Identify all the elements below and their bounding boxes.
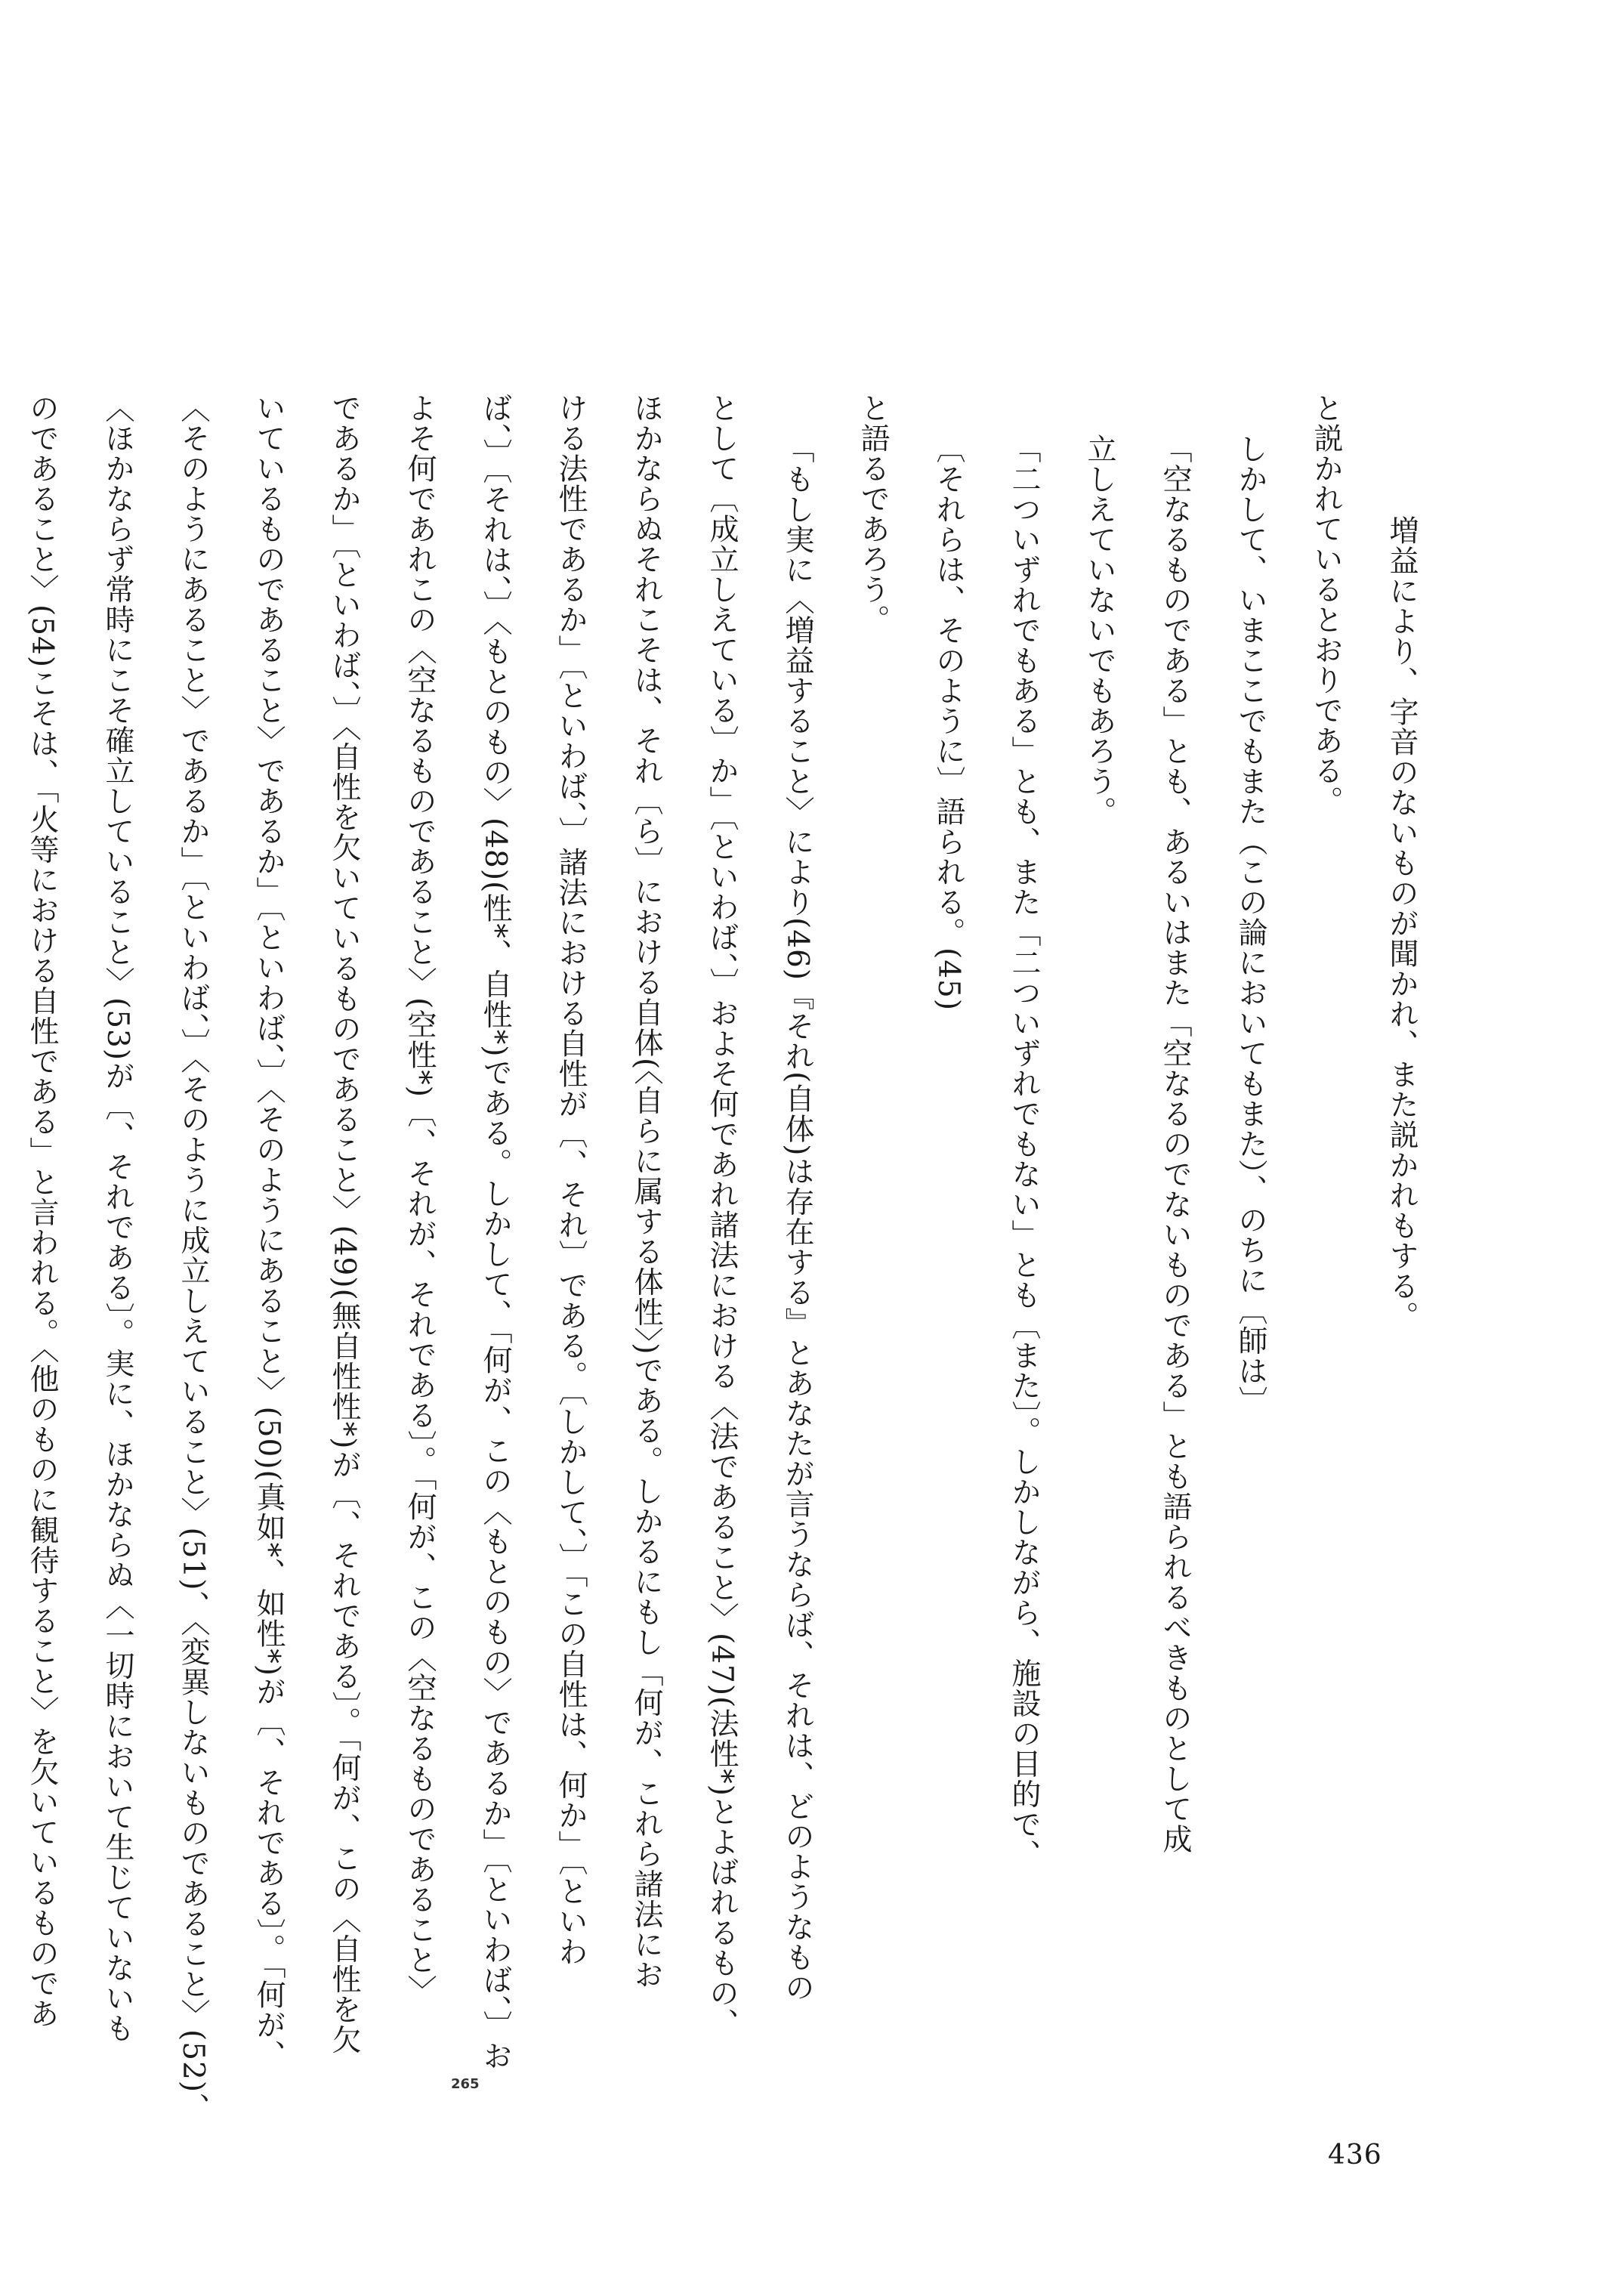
text-line-17: 〈そのようにあること〉であるか」〔といわば、〕〈そのように成立しえていること〉(51)、〈変異しないものであること〉(52)、 <box>176 393 210 2124</box>
text-line-19: のであること〉(54)こそは、「火等における自性である」と言われる。〈他のものに観待すること〉を欠いているものであ <box>25 393 59 2029</box>
footer-number: 265 <box>451 2076 480 2092</box>
text-line-13: ば、〕〔それは、〕〈もとのもの〉(48)(性*、自性*)である。しかして、「何が、この〈もとのもの〉であるか」〔といわば、〕お <box>478 393 512 2071</box>
text-line-14: よそ何であれこの〈空なるものであること〉(空性*)〔、それが、それである〕。「何が、この〈空なるものであること〉 <box>403 393 437 2005</box>
text-line-11: ほかならぬそれこそは、それ〔ら〕における自体(〈自らに属する体性〉)である。しかるにもし「何が、これら諸法にお <box>629 393 663 1990</box>
text-line-9: 「もし実に〈増益すること〉により(46)『それ(自体)は存在する』とあなたが言うならば、それは、どのようなもの <box>780 434 814 2003</box>
page-number: 436 <box>1328 2140 1382 2171</box>
text-line-8: と語るであろう。 <box>856 393 890 635</box>
text-line-2: と説かれているとおりである。 <box>1309 393 1343 816</box>
text-line-18: 〈ほかならず常時にこそ確立していること〉(53)が〔、それである〕。実に、ほかならぬ〈一切時において生じていないも <box>100 393 134 2044</box>
text-line-12: ける法性であるか」〔といわば、〕諸法における自性が〔、それ〕である。〔しかして、〕「この自性は、何か」〔といわ <box>554 393 588 1967</box>
text-line-4: 「空なるものである」とも、あるいはまた「空なるのでないものである」とも語られるべきものとして成 <box>1158 434 1192 1854</box>
text-line-15: であるか」〔といわば、〕〈自性を欠いているものであること〉(49)(無自性性*)が〔、それである〕。「何が、この〈自性を欠 <box>327 393 361 2055</box>
text-line-3: しかして、いまここでもまた（この論においてもまた）、のちに〔師は〕 <box>1233 434 1267 1417</box>
text-line-7: 〔それらは、そのように〕語られる。(45) <box>931 434 965 1012</box>
text-line-6: 「二ついずれでもある」とも、また「二ついずれでもない」とも〔また〕。しかしながら、施設の目的で、 <box>1007 434 1041 1870</box>
text-line-16: いているものであること〉であるか」〔といわば、〕〈そのようにあること〉(50)(真如*、如性*)が〔、それである〕。「何が、 <box>252 393 286 2070</box>
text-line-10: として〔成立しえている〕か」〔といわば、〕およそ何であれ諸法における〈法であること〉(47)(法性*)とよばれるもの、 <box>705 393 739 2038</box>
text-line-5: 立しえていないでもあろう。 <box>1082 434 1116 827</box>
text-line-1: 増益により、字音のないものが聞かれ、また説かれもする。 <box>1385 515 1419 1331</box>
